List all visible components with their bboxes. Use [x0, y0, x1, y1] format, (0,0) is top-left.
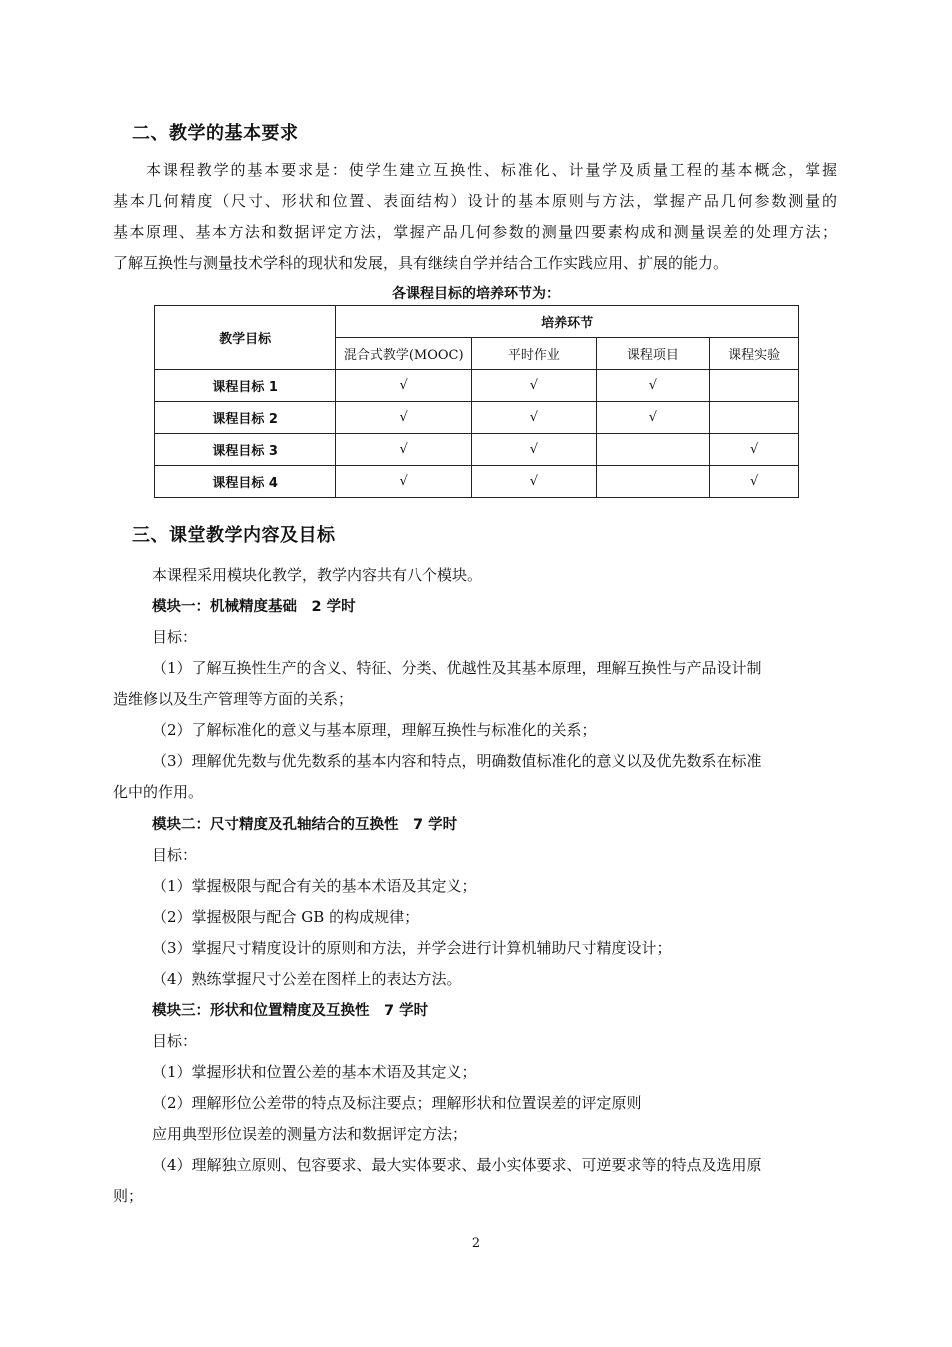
row-label: 课程目标 1 [155, 370, 336, 402]
table-cell [710, 370, 799, 402]
module-2-title: 模块二：尺寸精度及孔轴结合的互换性 7 学时 [152, 817, 458, 833]
table-cell: √ [336, 370, 472, 402]
table-cell: √ [472, 434, 597, 466]
section-2-heading: 二、教学的基本要求 [132, 123, 299, 144]
module-2-item: （3）掌握尺寸精度设计的原则和方法，并学会进行计算机辅助尺寸精度设计； [152, 939, 672, 957]
table-cell: √ [472, 466, 597, 498]
module-1-goal-label: 目标： [152, 628, 198, 646]
course-goals-table [154, 305, 799, 498]
section-3-intro: 本课程采用模块化教学，教学内容共有八个模块。 [152, 566, 483, 584]
section-3-heading: 三、课堂教学内容及目标 [132, 525, 336, 546]
table-row [155, 402, 799, 434]
table-caption: 各课程目标的培养环节为： [392, 286, 560, 302]
table-subheader: 平时作业 [472, 338, 597, 370]
section-2-paragraph [113, 155, 837, 279]
module-3-title: 模块三：形状和位置精度及互换性 7 学时 [152, 1003, 429, 1019]
table-cell: √ [710, 434, 799, 466]
table-header-goal: 教学目标 [155, 306, 336, 370]
table-cell [710, 402, 799, 434]
table-cell: √ [336, 466, 472, 498]
module-1-item-1-cont: 造维修以及生产管理等方面的关系； [113, 690, 354, 708]
table-cell: √ [472, 370, 597, 402]
module-1-item-3-cont: 化中的作用。 [113, 783, 204, 801]
paragraph-line: 基本几何精度（尺寸、形状和位置、表面结构）设计的基本原则与方法，掌握产品几何参数测量的 [113, 192, 837, 210]
table-row [155, 466, 799, 498]
module-3-item-2-cont: 应用典型形位误差的测量方法和数据评定方法； [152, 1125, 468, 1143]
table-subheader: 混合式教学(MOOC) [336, 338, 472, 370]
table-cell: √ [336, 434, 472, 466]
table-cell: √ [596, 370, 710, 402]
table-cell: √ [472, 402, 597, 434]
row-label: 课程目标 3 [155, 434, 336, 466]
module-3-goal-label: 目标： [152, 1032, 198, 1050]
module-1-item-1: （1）了解互换性生产的含义、特征、分类、优越性及其基本原理，理解互换性与产品设计制 [152, 659, 762, 677]
paragraph-line: 基本原理、基本方法和数据评定方法，掌握产品几何参数的测量四要素构成和测量误差的处理方法； [113, 223, 837, 241]
module-3-item-4-cont: 则； [113, 1187, 144, 1205]
module-3-item-2: （2）理解形位公差带的特点及标注要点；理解形状和位置误差的评定原则 [152, 1094, 642, 1112]
module-2-item: （4）熟练掌握尺寸公差在图样上的表达方法。 [152, 970, 462, 988]
table-row [155, 434, 799, 466]
row-label: 课程目标 4 [155, 466, 336, 498]
paragraph-line: 了解互换性与测量技术学科的现状和发展，具有继续自学并结合工作实践应用、扩展的能力。 [113, 254, 729, 272]
module-1-item-3: （3）理解优先数与优先数系的基本内容和特点，明确数值标准化的意义以及优先数系在标准 [152, 752, 762, 770]
table-header-group: 培养环节 [336, 306, 799, 338]
paragraph-line: 本课程教学的基本要求是：使学生建立互换性、标准化、计量学及质量工程的基本概念，掌握 [146, 161, 837, 179]
module-1-item-2: （2）了解标准化的意义与基本原理，理解互换性与标准化的关系； [152, 721, 597, 739]
module-1-title: 模块一：机械精度基础 2 学时 [152, 599, 356, 615]
table-cell: √ [596, 402, 710, 434]
table-subheader: 课程实验 [710, 338, 799, 370]
module-3-item-1: （1）掌握形状和位置公差的基本术语及其定义； [152, 1063, 477, 1081]
table-row [155, 370, 799, 402]
table-cell [596, 434, 710, 466]
module-2-goal-label: 目标： [152, 846, 198, 864]
table-subheader: 课程项目 [596, 338, 710, 370]
page-number: 2 [471, 1236, 481, 1251]
module-3-item-4: （4）理解独立原则、包容要求、最大实体要求、最小实体要求、可逆要求等的特点及选用原 [152, 1156, 762, 1174]
table-cell: √ [710, 466, 799, 498]
table-cell: √ [336, 402, 472, 434]
module-2-item: （1）掌握极限与配合有关的基本术语及其定义； [152, 877, 477, 895]
table-cell [596, 466, 710, 498]
module-2-item: （2）掌握极限与配合 GB 的构成规律； [152, 908, 420, 926]
row-label: 课程目标 2 [155, 402, 336, 434]
